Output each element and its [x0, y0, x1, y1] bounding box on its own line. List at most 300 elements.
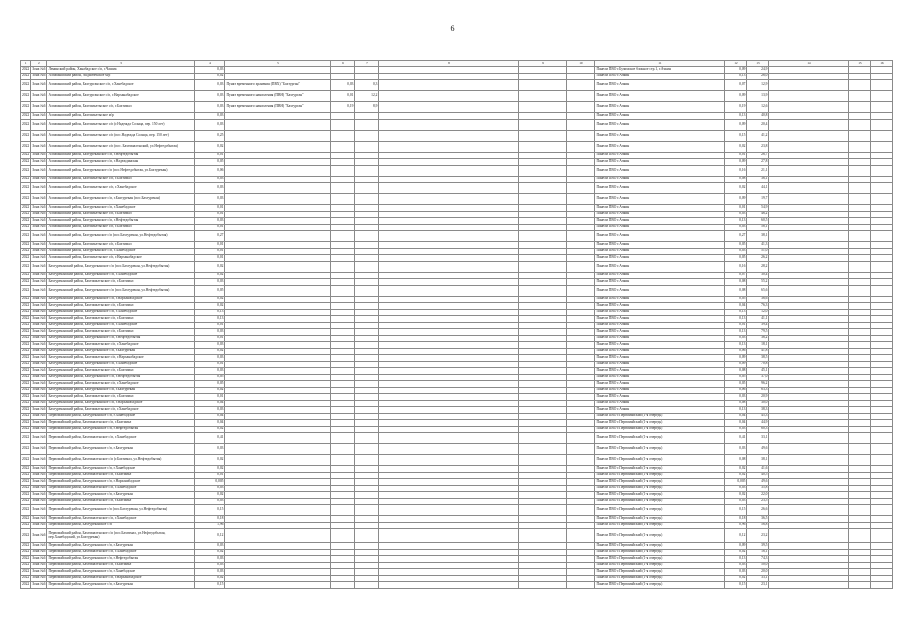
year-cell: 2022 — [21, 485, 31, 492]
column-number-cell: 1 — [21, 61, 31, 67]
year-cell: 2022 — [21, 231, 31, 242]
facility-cell: Панели ПВО г.Ачкин — [595, 141, 725, 152]
empty-cell — [519, 165, 567, 176]
empty-cell — [871, 141, 893, 152]
facility-cell: Панели ПВО г.Первомайский (1-я очередь) — [595, 516, 725, 523]
storage-volume-cell — [331, 285, 355, 296]
address-cell: Алпамышский район, Бахтималтыское с/п, г.Бахтимал — [47, 211, 195, 218]
storage-volume-cell — [331, 183, 355, 194]
distance-cell: 23,8 — [747, 141, 769, 152]
empty-cell — [567, 194, 595, 205]
table-row — [21, 261, 893, 272]
capacity-cell: 0,07 — [725, 80, 747, 91]
distance-cell: 38,5 — [747, 355, 769, 362]
empty-cell — [871, 582, 893, 589]
volume-cell: 0,05 — [195, 381, 225, 388]
table-row — [21, 183, 893, 194]
distance-cell: 38,1 — [747, 455, 769, 466]
volume-cell: 0,01 — [195, 394, 225, 401]
capacity-cell: 0,18 — [725, 516, 747, 523]
volume-cell: 0,03 — [195, 91, 225, 102]
facility-cell: Панели ПВО г.Ачкин — [595, 261, 725, 272]
facility-cell: Панели ПВО г.Ачкин — [595, 285, 725, 296]
empty-cell — [849, 165, 871, 176]
year-cell: 2022 — [21, 194, 31, 205]
empty-cell — [379, 455, 519, 466]
distance-cell: 12,0 — [747, 309, 769, 316]
zone-cell: Зона №6 — [31, 394, 47, 401]
facility-cell: Панели ПВО г.Первомайский (1-я очередь) — [595, 433, 725, 444]
table-row — [21, 102, 893, 113]
year-cell: 2022 — [21, 420, 31, 427]
address-cell: Бахтуреканский район, Бахтуреканское с/п (пос.Бахтурекан, ул.Нефтедобытая) — [47, 285, 195, 296]
year-cell: 2022 — [21, 413, 31, 420]
zone-cell: Зона №6 — [31, 248, 47, 255]
capacity-cell: 0,03 — [725, 394, 747, 401]
year-cell: 2022 — [21, 368, 31, 375]
column-number-cell: 11 — [595, 61, 725, 67]
empty-cell — [379, 80, 519, 91]
capacity-cell: 0,08 — [725, 285, 747, 296]
empty-cell — [871, 80, 893, 91]
volume-cell: 0,18 — [195, 516, 225, 523]
storage-point-cell — [225, 194, 331, 205]
volume-cell: 0,03 — [195, 119, 225, 130]
empty-cell — [519, 141, 567, 152]
capacity-cell: 0,03 — [725, 426, 747, 433]
storage-point-cell — [225, 529, 331, 543]
storage-distance-cell — [355, 130, 379, 141]
year-cell: 2022 — [21, 329, 31, 336]
zone-cell: Зона №6 — [31, 322, 47, 329]
address-cell: Бахтуреканский район, Бахтуреканское с/п, г.Нарханабадское — [47, 400, 195, 407]
distance-cell: 20,4 — [747, 119, 769, 130]
volume-cell: 0,02 — [195, 466, 225, 473]
column-number-cell: 13 — [747, 61, 769, 67]
capacity-cell: 0,04 — [725, 420, 747, 427]
capacity-cell: 0,01 — [725, 205, 747, 212]
facility-cell: Панели ПВО г.Ачкин — [595, 91, 725, 102]
volume-cell: 0,03 — [195, 183, 225, 194]
facility-cell: Панели ПВО г.Ачкин — [595, 80, 725, 91]
year-cell: 2022 — [21, 80, 31, 91]
volume-cell: 0,03 — [195, 562, 225, 569]
storage-point-cell — [225, 130, 331, 141]
address-cell: Алпамышский район, Бахтуреканское с/п, г.Ханебадское — [47, 248, 195, 255]
volume-cell: 0,01 — [195, 242, 225, 249]
capacity-cell: 0,13 — [725, 316, 747, 323]
empty-cell — [871, 102, 893, 113]
distance-cell: 41,2 — [747, 130, 769, 141]
storage-volume-cell — [331, 433, 355, 444]
empty-cell — [871, 130, 893, 141]
empty-cell — [769, 80, 849, 91]
zone-cell: Зона №6 — [31, 472, 47, 479]
zone-cell: Зона №6 — [31, 296, 47, 303]
zone-cell: Зона №6 — [31, 492, 47, 499]
facility-cell: Панели ПВО г.Ачкин — [595, 242, 725, 249]
address-cell: Первомайский район, Бахтуреканское с/п, г.Ханебадское — [47, 466, 195, 473]
zone-cell: Зона №6 — [31, 113, 47, 120]
facility-cell: Панели ПВО г.Ачкин — [595, 368, 725, 375]
facility-cell: Панели ПВО г.Ачкин — [595, 113, 725, 120]
year-cell: 2022 — [21, 248, 31, 255]
facility-cell: Панели ПВО г.Ачкин — [595, 152, 725, 159]
zone-cell: Зона №6 — [31, 400, 47, 407]
volume-cell: 0,04 — [195, 400, 225, 407]
empty-cell — [769, 119, 849, 130]
facility-cell: Панели ПВО г.Первомайский (1-я очередь) — [595, 582, 725, 589]
zone-cell: Зона №6 — [31, 381, 47, 388]
facility-cell: Панели ПВО г.Первомайский (1-я очередь) — [595, 529, 725, 543]
storage-point-cell — [225, 455, 331, 466]
distance-cell: 40,5 — [747, 472, 769, 479]
capacity-cell: 0,08 — [725, 176, 747, 183]
year-cell: 2022 — [21, 102, 31, 113]
empty-cell — [769, 261, 849, 272]
zone-cell: Зона №6 — [31, 516, 47, 523]
empty-cell — [379, 130, 519, 141]
column-number-cell: 10 — [567, 61, 595, 67]
facility-cell: Панели ПВО г.Ачкин — [595, 329, 725, 336]
distance-cell: 23,1 — [747, 582, 769, 589]
storage-volume-cell: 0,01 — [331, 91, 355, 102]
year-cell: 2022 — [21, 400, 31, 407]
capacity-cell: 0,05 — [725, 381, 747, 388]
distance-cell: 41,8 — [747, 348, 769, 355]
storage-volume-cell — [331, 130, 355, 141]
facility-cell: Панели ПВО г.Ачкин — [595, 407, 725, 414]
year-cell: 2022 — [21, 113, 31, 120]
capacity-cell: 0,02 — [725, 492, 747, 499]
zone-cell: Зона №6 — [31, 426, 47, 433]
empty-cell — [379, 165, 519, 176]
capacity-cell: 0,03 — [725, 335, 747, 342]
address-cell: Первомайский район, Бахтималтыское с/п, г.Ханебадское — [47, 549, 195, 556]
capacity-cell: 0,03 — [725, 485, 747, 492]
address-cell: Алпамышский район, Бахтуреканское с/п (пос.Нефтедобытая, ул.Бахтурекан) — [47, 165, 195, 176]
facility-cell: Панели ПВО г.Первомайский (1-я очередь) — [595, 426, 725, 433]
address-cell: Алпамышский район, Бахтуреканское с/п, г.Бахтурекан (пос.Бахтурекан) — [47, 194, 195, 205]
storage-point-cell — [225, 141, 331, 152]
address-cell: Первомайский район, Бахтималтыское с/п, г.Бахтимал — [47, 472, 195, 479]
empty-cell — [567, 582, 595, 589]
distance-cell: 28,2 — [747, 261, 769, 272]
distance-cell: 55,2 — [747, 279, 769, 286]
volume-cell: 0,04 — [195, 413, 225, 420]
volume-cell: 0,03 — [195, 407, 225, 414]
storage-distance-cell — [355, 582, 379, 589]
distance-cell: 26,0 — [747, 73, 769, 80]
distance-cell: 44,1 — [747, 183, 769, 194]
zone-cell: Зона №6 — [31, 575, 47, 582]
year-cell: 2022 — [21, 183, 31, 194]
empty-cell — [379, 285, 519, 296]
zone-cell: Зона №6 — [31, 261, 47, 272]
distance-cell: 40,8 — [747, 113, 769, 120]
empty-cell — [379, 91, 519, 102]
year-cell: 2022 — [21, 342, 31, 349]
facility-cell: Панели ПВО г.Ачкин — [595, 387, 725, 394]
volume-cell: 0,01 — [195, 211, 225, 218]
distance-cell: 20,0 — [747, 569, 769, 576]
address-cell: Алпамышский район, Бахтималтыское с/п, г.Ханебадское — [47, 183, 195, 194]
capacity-cell: 0,16 — [725, 165, 747, 176]
year-cell: 2022 — [21, 152, 31, 159]
capacity-cell: 0,03 — [725, 211, 747, 218]
address-cell: Бахтуреканский район, Бахтуреканское с/п, г.Ханебадское — [47, 309, 195, 316]
zone-cell: Зона №6 — [31, 285, 47, 296]
table-row — [21, 80, 893, 91]
address-cell: Первомайский район, Бахтуреканское с/п, г.Бахтурекан — [47, 582, 195, 589]
zone-cell: Зона №6 — [31, 433, 47, 444]
address-cell: Первомайский район, Бахтуреканское с/п, г.Бахтурекан — [47, 543, 195, 550]
empty-cell — [871, 433, 893, 444]
year-cell: 2022 — [21, 505, 31, 516]
capacity-cell: 0,13 — [725, 218, 747, 225]
volume-cell: 0,03 — [195, 368, 225, 375]
facility-cell: Панели ПВО г.Ачкин — [595, 194, 725, 205]
empty-cell — [849, 141, 871, 152]
zone-cell: Зона №6 — [31, 479, 47, 486]
year-cell: 2022 — [21, 296, 31, 303]
empty-cell — [871, 455, 893, 466]
address-cell: Алпамышский район, Бахтималтыское с/п, г.Бахтимал — [47, 224, 195, 231]
capacity-cell: 0,09 — [725, 194, 747, 205]
empty-cell — [567, 130, 595, 141]
year-cell: 2022 — [21, 322, 31, 329]
distance-cell: 49,6 — [747, 479, 769, 486]
distance-cell: 60,5 — [747, 218, 769, 225]
address-cell: Бахтуреканский район, Бахтуреканское с/п, г.Ханебадское — [47, 361, 195, 368]
volume-cell: 0,03 — [195, 543, 225, 550]
facility-cell: Панели ПВО г.Ачкин — [595, 165, 725, 176]
capacity-cell: 0,02 — [725, 549, 747, 556]
volume-cell: 0,12 — [195, 529, 225, 543]
address-cell: Алпамышский район, Бахтималтыское с/п, г.Бахтимал — [47, 242, 195, 249]
address-cell: Первомайский район, Бахтималтыское с/п, г.Ханебадское — [47, 433, 195, 444]
distance-cell: 96,2 — [747, 381, 769, 388]
empty-cell — [769, 529, 849, 543]
address-cell: Бахтуреканский район, Бахтуреканское с/п (пос.Бахтурекан, ул.Нефтедобытая) — [47, 261, 195, 272]
empty-cell — [379, 119, 519, 130]
empty-cell — [519, 261, 567, 272]
zone-cell: Зона №6 — [31, 455, 47, 466]
empty-cell — [567, 183, 595, 194]
address-cell: Бахтуреканский район, Бахтуреканское с/п, г.Ханебадское — [47, 322, 195, 329]
capacity-cell: 0,09 — [725, 67, 747, 74]
empty-cell — [849, 194, 871, 205]
storage-volume-cell — [331, 582, 355, 589]
year-cell: 2022 — [21, 455, 31, 466]
zone-cell: Зона №6 — [31, 368, 47, 375]
facility-cell: Панели ПВО г.Ачкин — [595, 335, 725, 342]
volume-cell: 0,02 — [195, 348, 225, 355]
volume-cell: 0,01 — [195, 255, 225, 262]
table-row — [21, 285, 893, 296]
empty-cell — [769, 505, 849, 516]
empty-cell — [379, 582, 519, 589]
empty-cell — [871, 183, 893, 194]
storage-point-cell — [225, 285, 331, 296]
year-cell: 2022 — [21, 261, 31, 272]
empty-cell — [769, 183, 849, 194]
capacity-cell: 0,02 — [725, 183, 747, 194]
year-cell: 2022 — [21, 255, 31, 262]
volume-cell: 0,03 — [195, 218, 225, 225]
facility-cell: Панели ПВО г.Первомайский (1-я очередь) — [595, 498, 725, 505]
storage-volume-cell — [331, 119, 355, 130]
volume-cell: 0,01 — [195, 224, 225, 231]
table-body — [21, 61, 893, 589]
address-cell: Бахтуреканский район, Бахтималтыское с/п, г.Бахтимал — [47, 303, 195, 310]
facility-cell: Панели ПВО г.Первомайский (1-я очередь) — [595, 413, 725, 420]
zone-cell: Зона №6 — [31, 522, 47, 529]
storage-volume-cell — [331, 231, 355, 242]
empty-cell — [769, 141, 849, 152]
distance-cell: 20,9 — [747, 394, 769, 401]
storage-distance-cell — [355, 231, 379, 242]
volume-cell: 0,01 — [195, 205, 225, 212]
capacity-cell: 0,08 — [725, 279, 747, 286]
zone-cell: Зона №6 — [31, 73, 47, 80]
zone-cell: Зона №6 — [31, 279, 47, 286]
address-cell: Алпамышский район, Бахтималтыское с/п, г.Нарханабадское — [47, 255, 195, 262]
volume-cell: 0,03 — [195, 67, 225, 74]
facility-cell: Панели ПВО г.Ачкин — [595, 224, 725, 231]
empty-cell — [519, 444, 567, 455]
year-cell: 2022 — [21, 130, 31, 141]
distance-cell: 70,8 — [747, 361, 769, 368]
distance-cell: 27,8 — [747, 159, 769, 166]
volume-cell: 0,005 — [195, 479, 225, 486]
capacity-cell: 0,13 — [725, 113, 747, 120]
address-cell: Алпамышский район, Бахтурганское с/п, г.Нарханабадское — [47, 91, 195, 102]
volume-cell: 0,02 — [195, 492, 225, 499]
empty-cell — [567, 505, 595, 516]
address-cell: Бахтуреканский район, Бахтуреканское с/п, г.Нарханабадское — [47, 296, 195, 303]
year-cell: 2022 — [21, 549, 31, 556]
address-cell: Первомайский район, Бахтималтыское с/п, г.Бахтимал — [47, 562, 195, 569]
volume-cell: 0,03 — [195, 80, 225, 91]
address-cell: Алпамышский район, Бахтималтыское с/п (г.Надежда Солнца, пер. 150 лет) — [47, 119, 195, 130]
zone-cell: Зона №6 — [31, 242, 47, 249]
facility-cell: Панели ПВО г.Ачкин — [595, 205, 725, 212]
table-row — [21, 119, 893, 130]
empty-cell — [769, 130, 849, 141]
capacity-cell: 0,05 — [725, 255, 747, 262]
zone-cell: Зона №6 — [31, 549, 47, 556]
address-cell: Алпамышский район, Бахтималтыское с/п (пос. Бахтималтыский, ул.Нефтедобытая) — [47, 141, 195, 152]
volume-cell: 0,03 — [195, 485, 225, 492]
distance-cell: 39,4 — [747, 322, 769, 329]
address-cell: Первомайский район, Бахтуреканское с/п, г.Нефтедобытая — [47, 426, 195, 433]
distance-cell: 60,3 — [747, 426, 769, 433]
zone-cell: Зона №6 — [31, 444, 47, 455]
zone-cell: Зона №6 — [31, 342, 47, 349]
address-cell: Бахтуреканский район, Бахтималтыское с/п, г.Ханебадское — [47, 407, 195, 414]
volume-cell: 0,02 — [195, 272, 225, 279]
storage-distance-cell — [355, 505, 379, 516]
facility-cell: Панели ПВО г.Первомайский (1-я очередь) — [595, 562, 725, 569]
facility-cell: Панели ПВО г.Ачкин — [595, 255, 725, 262]
address-cell: Первомайский район, Бахтималтыское с/п (г.Бахтимал, ул.Нефтедобытая) — [47, 455, 195, 466]
facility-cell: Панели ПВО г.Первомайский (1-я очередь) — [595, 556, 725, 563]
capacity-cell: 0,09 — [725, 159, 747, 166]
volume-cell: 0,15 — [195, 582, 225, 589]
year-cell: 2022 — [21, 426, 31, 433]
address-cell: Бахтуреканский район, Бахтималтыское с/п, г.Бахтимал — [47, 394, 195, 401]
zone-cell: Зона №6 — [31, 505, 47, 516]
empty-cell — [769, 231, 849, 242]
capacity-cell: 0,02 — [725, 472, 747, 479]
year-cell: 2022 — [21, 205, 31, 212]
year-cell: 2022 — [21, 218, 31, 225]
empty-cell — [849, 285, 871, 296]
capacity-cell: 0,13 — [725, 556, 747, 563]
storage-volume-cell: 0,03 — [331, 80, 355, 91]
year-cell: 2022 — [21, 529, 31, 543]
year-cell: 2022 — [21, 355, 31, 362]
address-cell: Алпамышский район, Бахтималтыское м/р — [47, 113, 195, 120]
distance-cell: 33,1 — [747, 433, 769, 444]
empty-cell — [871, 194, 893, 205]
empty-cell — [849, 505, 871, 516]
facility-cell: Панели ПВО г.Первомайский (1-я очередь) — [595, 522, 725, 529]
distance-cell: 12,6 — [747, 102, 769, 113]
address-cell: Бахтуреканский район, Бахтималтыское с/п, г.Бахтимал — [47, 279, 195, 286]
empty-cell — [849, 80, 871, 91]
zone-cell: Зона №6 — [31, 374, 47, 381]
storage-volume-cell — [331, 505, 355, 516]
storage-volume-cell: 0,19 — [331, 102, 355, 113]
distance-cell: 26,7 — [747, 152, 769, 159]
facility-cell: Панели ПВО г.Ачкин — [595, 342, 725, 349]
facility-cell: Панели ПВО г.Ачкин — [595, 73, 725, 80]
storage-volume-cell — [331, 261, 355, 272]
facility-cell: Панели ПВО г.Ачкин — [595, 218, 725, 225]
distance-cell: 23,2 — [747, 529, 769, 543]
volume-cell: 0,05 — [195, 374, 225, 381]
empty-cell — [567, 529, 595, 543]
address-cell: Бахтуреканский район, Бахтималтыское с/п, г.Ханебадское — [47, 381, 195, 388]
empty-cell — [519, 130, 567, 141]
distance-cell: 36,5 — [747, 516, 769, 523]
storage-volume-cell — [331, 529, 355, 543]
table-row — [21, 231, 893, 242]
empty-cell — [871, 165, 893, 176]
capacity-cell: 0,13 — [725, 342, 747, 349]
table-row — [21, 455, 893, 466]
address-cell: Первомайский район, Бахтималтыское с/п, г.Бахтимал — [47, 420, 195, 427]
column-number-cell: 3 — [47, 61, 195, 67]
facility-cell: Панели ПВО г.Ачкин — [595, 400, 725, 407]
empty-cell — [519, 80, 567, 91]
year-cell: 2022 — [21, 361, 31, 368]
year-cell: 2022 — [21, 141, 31, 152]
distance-cell: 56,8 — [747, 522, 769, 529]
storage-point-cell — [225, 261, 331, 272]
facility-cell: Панели ПВО г.Ачкин — [595, 296, 725, 303]
table-row — [21, 91, 893, 102]
year-cell: 2022 — [21, 67, 31, 74]
empty-cell — [519, 582, 567, 589]
storage-point-cell — [225, 119, 331, 130]
facility-cell: Панели ПВО г.Первомайский (1-я очередь) — [595, 485, 725, 492]
table-row — [21, 141, 893, 152]
storage-point-cell — [225, 433, 331, 444]
year-cell: 2022 — [21, 309, 31, 316]
